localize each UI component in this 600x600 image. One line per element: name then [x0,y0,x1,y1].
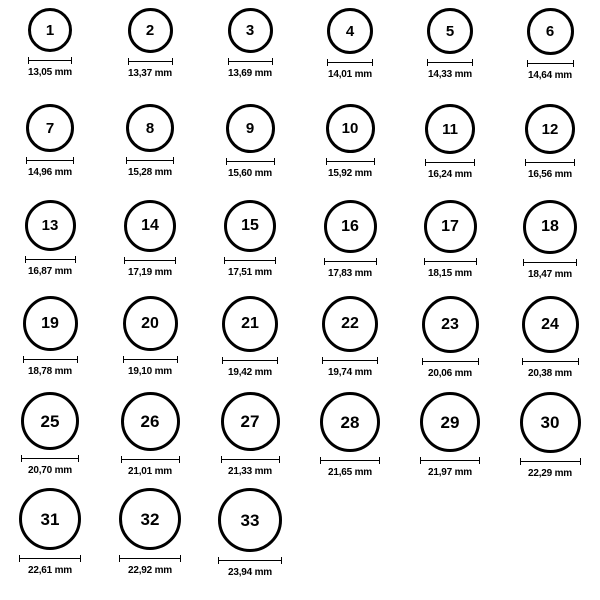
diameter-label: 15,28 mm [128,167,172,178]
diameter-label: 14,96 mm [28,167,72,178]
diameter-label: 22,29 mm [528,468,572,479]
diameter-measure-bar [523,259,577,266]
measure-cap-left [23,356,24,363]
measure-cap-left [324,258,325,265]
measure-line [228,61,273,62]
diameter-label: 17,83 mm [328,268,372,279]
diameter-measure-bar [324,258,377,265]
ring-size-cell [400,200,500,296]
measure-cap-right [75,256,76,263]
ring-size-cell [300,392,400,488]
measure-line [21,458,79,459]
measure-cap-left [221,456,222,463]
measure-cap-right [379,457,380,464]
ring-size-cell [0,104,100,200]
measure-cap-right [77,356,78,363]
diameter-label: 16,24 mm [428,169,472,180]
diameter-measure-bar [226,158,275,165]
measure-cap-right [272,58,273,65]
diameter-label: 14,33 mm [428,69,472,80]
ring-size-number: 30 [540,413,560,432]
measure-line [422,361,479,362]
diameter-measure-bar [422,358,479,365]
diameter-measure-bar [222,357,278,364]
diameter-measure-bar [19,555,81,562]
ring-size-cell [500,8,600,104]
ring-size-cell [200,392,300,488]
measure-cap-left [422,358,423,365]
ring-circle [523,200,577,254]
diameter-label: 15,60 mm [228,168,272,179]
measure-cap-left [119,555,120,562]
diameter-measure-bar [28,57,72,64]
measure-cap-left [19,555,20,562]
measure-cap-right [175,257,176,264]
ring-size-cell [500,104,600,200]
diameter-label: 14,64 mm [528,70,572,81]
measure-cap-right [78,455,79,462]
ring-size-cell [500,200,600,296]
diameter-measure-bar [525,159,575,166]
measure-cap-left [218,557,219,564]
diameter-label: 20,38 mm [528,368,572,379]
diameter-measure-bar [322,357,378,364]
ring-size-cell [0,200,100,296]
ring-circle [322,296,378,352]
ring-circle [23,296,78,351]
ring-size-cell [400,296,500,392]
measure-cap-right [479,457,480,464]
measure-cap-left [226,158,227,165]
ring-circle [422,296,479,353]
measure-line [123,359,178,360]
measure-cap-left [425,159,426,166]
ring-size-number: 26 [140,412,160,431]
measure-cap-right [573,60,574,67]
measure-line [19,558,81,559]
ring-size-cell [500,392,600,488]
measure-cap-left [527,60,528,67]
diameter-measure-bar [23,356,78,363]
ring-size-number: 6 [545,23,555,40]
measure-line [427,62,473,63]
ring-size-cell [200,296,300,392]
diameter-measure-bar [527,60,574,67]
diameter-measure-bar [26,157,74,164]
measure-cap-right [180,555,181,562]
ring-circle [124,200,176,252]
diameter-measure-bar [520,458,581,465]
measure-line [425,162,475,163]
diameter-measure-bar [124,257,176,264]
ring-circle [226,104,275,153]
diameter-label: 21,01 mm [128,466,172,477]
ring-size-number: 1 [45,21,55,39]
measure-cap-right [274,158,275,165]
measure-cap-right [73,157,74,164]
ring-circle [19,488,81,550]
ring-circle [221,392,280,451]
ring-size-cell [200,8,300,104]
measure-line [320,460,380,461]
measure-cap-right [372,59,373,66]
ring-size-number: 28 [340,412,360,432]
measure-cap-right [374,158,375,165]
diameter-label: 19,10 mm [128,366,172,377]
measure-cap-right [574,159,575,166]
measure-line [226,161,275,162]
ring-size-cell [0,8,100,104]
measure-line [126,160,174,161]
diameter-label: 17,51 mm [228,267,272,278]
measure-cap-right [472,59,473,66]
measure-cap-left [520,458,521,465]
diameter-measure-bar [522,358,579,365]
ring-size-number: 17 [441,217,459,235]
measure-cap-right [377,357,378,364]
ring-circle [427,8,473,54]
diameter-measure-bar [228,58,273,65]
measure-cap-right [80,555,81,562]
ring-circle [25,200,76,251]
diameter-label: 21,97 mm [428,467,472,478]
ring-size-cell [0,296,100,392]
measure-cap-left [327,59,328,66]
measure-line [124,260,176,261]
ring-size-cell [0,392,100,488]
diameter-measure-bar [320,457,380,464]
measure-line [326,161,375,162]
ring-circle [527,8,574,55]
measure-cap-right [177,356,178,363]
measure-line [520,461,581,462]
ring-size-number: 12 [541,120,559,138]
ring-size-number: 31 [40,509,60,529]
ring-size-number: 20 [141,314,159,332]
ring-circle [119,488,181,550]
ring-size-number: 10 [341,120,359,137]
measure-cap-right [172,58,173,65]
measure-cap-right [474,159,475,166]
measure-line [222,360,278,361]
diameter-label: 21,65 mm [328,467,372,478]
ring-size-number: 32 [140,509,160,529]
measure-cap-left [222,357,223,364]
diameter-measure-bar [128,58,173,65]
ring-size-cell [100,296,200,392]
ring-size-number: 2 [145,22,155,39]
measure-line [523,262,577,263]
ring-circle [224,200,276,252]
diameter-measure-bar [218,557,282,564]
ring-size-number: 16 [341,217,359,235]
diameter-label: 23,94 mm [228,567,272,578]
diameter-measure-bar [221,456,280,463]
ring-size-number: 9 [245,120,255,137]
ring-size-number: 25 [40,411,60,431]
ring-size-number: 3 [245,22,255,39]
diameter-label: 16,87 mm [28,266,72,277]
ring-circle [326,104,375,153]
measure-line [221,459,280,460]
measure-cap-right [578,358,579,365]
ring-size-cell [500,296,600,392]
ring-circle [26,104,74,152]
measure-cap-left [123,356,124,363]
ring-size-cell [200,200,300,296]
ring-size-number: 7 [45,119,55,137]
ring-circle [525,104,575,154]
ring-size-cell [100,104,200,200]
ring-circle [320,392,380,452]
diameter-measure-bar [427,59,473,66]
ring-size-number: 21 [241,315,259,332]
diameter-measure-bar [224,257,276,264]
diameter-measure-bar [425,159,475,166]
ring-size-number: 22 [341,315,359,332]
ring-size-cell [200,488,300,584]
measure-cap-right [275,257,276,264]
diameter-measure-bar [424,258,477,265]
ring-circle [425,104,475,154]
diameter-label: 15,92 mm [328,168,372,179]
measure-cap-left [322,357,323,364]
diameter-label: 22,61 mm [28,565,72,576]
ring-size-cell [200,104,300,200]
measure-line [327,62,373,63]
measure-line [25,259,76,260]
diameter-label: 20,06 mm [428,368,472,379]
ring-circle [228,8,273,53]
ring-size-cell [100,488,200,584]
measure-line [224,260,276,261]
measure-cap-right [476,258,477,265]
measure-line [128,61,173,62]
ring-size-cell [400,104,500,200]
ring-circle [126,104,174,152]
ring-circle [28,8,72,52]
measure-line [28,60,72,61]
measure-line [424,261,477,262]
measure-cap-right [478,358,479,365]
measure-cap-left [424,258,425,265]
measure-cap-left [126,157,127,164]
diameter-label: 22,92 mm [128,565,172,576]
measure-line [23,359,78,360]
ring-circle [121,392,180,451]
measure-cap-right [277,357,278,364]
diameter-label: 18,78 mm [28,366,72,377]
diameter-label: 16,56 mm [528,169,572,180]
diameter-label: 17,19 mm [128,267,172,278]
ring-size-number: 19 [41,314,59,332]
ring-size-cell [100,8,200,104]
ring-size-number: 27 [240,412,260,431]
measure-cap-right [576,259,577,266]
ring-size-cell [100,200,200,296]
measure-cap-left [427,59,428,66]
diameter-measure-bar [21,455,79,462]
measure-cap-left [25,256,26,263]
measure-cap-left [26,157,27,164]
measure-cap-left [320,457,321,464]
diameter-measure-bar [327,59,373,66]
ring-circle [424,200,477,253]
ring-circle [128,8,173,53]
diameter-label: 18,15 mm [428,268,472,279]
measure-line [527,63,574,64]
diameter-label: 20,70 mm [28,465,72,476]
measure-cap-left [21,455,22,462]
ring-size-cell [300,200,400,296]
ring-size-number: 14 [141,217,159,234]
measure-line [525,162,575,163]
diameter-measure-bar [121,456,180,463]
measure-line [121,459,180,460]
ring-size-number: 23 [441,315,459,333]
ring-circle [324,200,377,253]
ring-circle [222,296,278,352]
diameter-label: 14,01 mm [328,69,372,80]
diameter-label: 19,74 mm [328,367,372,378]
ring-size-number: 5 [445,22,455,40]
ring-size-cell [300,104,400,200]
diameter-measure-bar [126,157,174,164]
measure-cap-right [173,157,174,164]
diameter-label: 13,05 mm [28,67,72,78]
measure-line [322,360,378,361]
ring-size-cell [400,8,500,104]
ring-size-cell [300,8,400,104]
measure-cap-left [523,259,524,266]
diameter-measure-bar [326,158,375,165]
diameter-measure-bar [420,457,480,464]
measure-cap-left [522,358,523,365]
diameter-label: 21,33 mm [228,466,272,477]
measure-line [218,560,282,561]
ring-size-number: 18 [541,218,559,235]
measure-line [119,558,181,559]
measure-line [26,160,74,161]
measure-cap-left [121,456,122,463]
ring-size-cell [400,392,500,488]
ring-circle [522,296,579,353]
ring-size-number: 24 [541,315,559,333]
ring-circle [420,392,480,452]
measure-cap-left [326,158,327,165]
ring-size-number: 33 [240,510,260,530]
measure-line [522,361,579,362]
ring-circle [520,392,581,453]
ring-circle [21,392,79,450]
measure-cap-left [128,58,129,65]
ring-size-cell [0,488,100,584]
measure-line [324,261,377,262]
diameter-measure-bar [123,356,178,363]
measure-cap-left [420,457,421,464]
ring-size-number: 4 [345,22,355,40]
measure-cap-left [124,257,125,264]
diameter-measure-bar [119,555,181,562]
ring-circle [123,296,178,351]
measure-line [420,460,480,461]
diameter-label: 13,69 mm [228,68,272,79]
ring-size-number: 29 [440,412,460,432]
ring-size-number: 15 [241,217,259,234]
ring-size-cell [100,392,200,488]
measure-cap-right [71,57,72,64]
measure-cap-right [279,456,280,463]
diameter-label: 19,42 mm [228,367,272,378]
measure-cap-right [376,258,377,265]
ring-size-number: 11 [442,120,458,138]
measure-cap-left [228,58,229,65]
ring-size-number: 8 [145,119,155,137]
measure-cap-left [28,57,29,64]
measure-cap-left [525,159,526,166]
measure-cap-right [281,557,282,564]
measure-cap-left [224,257,225,264]
diameter-measure-bar [25,256,76,263]
measure-cap-right [580,458,581,465]
ring-size-number: 13 [41,217,59,234]
diameter-label: 18,47 mm [528,269,572,280]
measure-cap-right [179,456,180,463]
ring-circle [327,8,373,54]
diameter-label: 13,37 mm [128,68,172,79]
ring-size-cell [300,296,400,392]
ring-circle [218,488,282,552]
